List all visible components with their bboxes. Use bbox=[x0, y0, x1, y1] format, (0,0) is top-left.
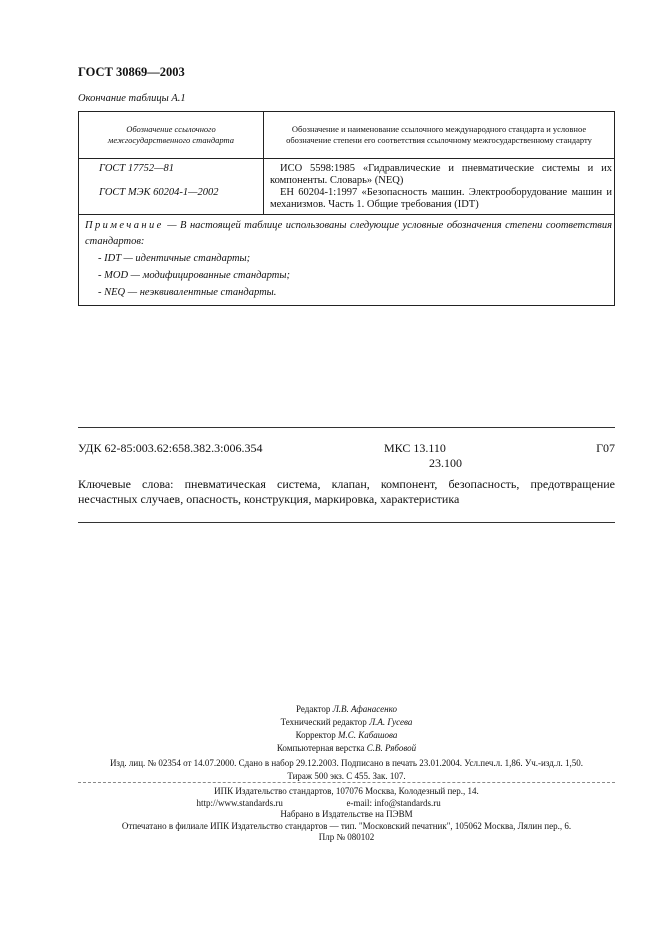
mks-code bbox=[384, 441, 462, 471]
column-header-international-standard: Обозначение и наименование ссылочного международного стандарта и условное обозначение степени его соответствия ссылочному межгосударственному стандарту bbox=[264, 112, 615, 159]
note-legend-neq: - NEQ — неэквивалентные стандарты. bbox=[98, 287, 277, 298]
mks-code-secondary: 23.100 bbox=[429, 456, 462, 470]
table-body-row bbox=[79, 159, 615, 215]
corrector-credit: Корректор М.С. Кабашова bbox=[295, 730, 398, 740]
publisher-contacts bbox=[78, 798, 615, 810]
table-note bbox=[79, 215, 615, 306]
note-legend-idt: - IDT — идентичные стандарты; bbox=[98, 253, 251, 264]
udk-code: УДК 62-85:003.62:658.382.3:006.354 bbox=[78, 441, 263, 455]
table-header-row bbox=[79, 112, 615, 159]
editorial-credits bbox=[78, 703, 615, 755]
divider-line bbox=[78, 522, 615, 523]
tech-editor-credit: Технический редактор Л.А. Гусева bbox=[280, 717, 413, 727]
divider-line bbox=[78, 427, 615, 428]
publisher-email: e-mail: info@standards.ru bbox=[346, 797, 441, 808]
table-caption: Окончание таблицы А.1 bbox=[78, 93, 186, 104]
publisher-website: http://www.standards.ru bbox=[196, 797, 283, 808]
group-code: Г07 bbox=[596, 441, 615, 455]
publication-info-line: Изд. лиц. № 02354 от 14.07.2000. Сдано в набор 29.12.2003. Подписано в печать 23.01.2004. Усл.печ.л. 1,86. Уч.-изд.л. 1,50. bbox=[109, 758, 584, 768]
international-standard-cell bbox=[264, 159, 615, 215]
divider-line bbox=[78, 782, 615, 784]
table-row-1-left: ГОСТ 17752—81 bbox=[99, 163, 174, 174]
reference-standards-table bbox=[78, 111, 615, 306]
table-note-row bbox=[79, 215, 615, 306]
print-run-line: Тираж 500 экз. С 455. Зак. 107. bbox=[287, 771, 406, 781]
printing-house: Отпечатано в филиале ИПК Издательство стандартов — тип. "Московский печатник", 105062 Москва, Лялин пер., 6. bbox=[121, 820, 572, 831]
table-row-2-right: ЕН 60204-1:1997 «Безопасность машин. Электрооборудование машин и механизмов. Часть 1. Общие требования (IDT) bbox=[270, 187, 612, 210]
editor-credit: Редактор Л.В. Афанасенко bbox=[296, 704, 397, 714]
note-legend-mod: - MOD — модифицированные стандарты; bbox=[98, 270, 290, 281]
license-number: Плр № 080102 bbox=[318, 832, 375, 842]
typesetting-note: Набрано в Издательстве на ПЭВМ bbox=[280, 809, 413, 819]
note-text: — В настоящей таблице использованы следующие условные обозначения степени соответствия стандартов: bbox=[85, 220, 612, 247]
keywords-paragraph: Ключевые слова: пневматическая система, клапан, компонент, безопасность, предотвращение несчастных случаев, опасность, конструкция, маркировка, характеристика bbox=[78, 477, 615, 506]
note-heading: Примечание bbox=[85, 220, 164, 231]
note-legend-list bbox=[85, 250, 612, 301]
publication-info bbox=[78, 757, 615, 783]
layout-credit: Компьютерная верстка С.В. Рябовой bbox=[276, 743, 417, 753]
table-row-1-right: ИСО 5598:1985 «Гидравлические и пневматические системы и их компоненты. Словарь» (NEQ) bbox=[270, 163, 612, 186]
standard-code-header: ГОСТ 30869—2003 bbox=[78, 65, 185, 79]
column-header-interstate-standard: Обозначение ссылочного межгосударственного стандарта bbox=[79, 112, 264, 159]
publisher-address: ИПК Издательство стандартов, 107076 Москва, Колодезный пер., 14. bbox=[214, 786, 479, 796]
publisher-info bbox=[78, 786, 615, 844]
mks-code-primary: МКС 13.110 bbox=[384, 441, 446, 455]
interstate-standard-cell bbox=[79, 159, 264, 215]
table-row-2-left: ГОСТ МЭК 60204-1—2002 bbox=[99, 187, 219, 198]
